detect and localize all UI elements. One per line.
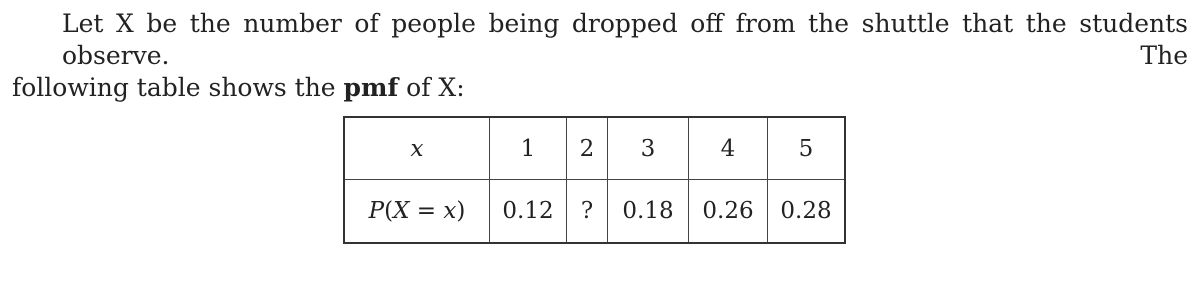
prob-symbol: P: [368, 198, 385, 224]
table-row-probability: [344, 180, 845, 244]
probability-cell: 0.26: [689, 180, 768, 244]
probability-cell: 0.12: [490, 180, 567, 244]
probability-cell-unknown: ?: [567, 180, 608, 244]
problem-text: [12, 8, 1188, 104]
prob-open-paren: (: [384, 198, 394, 224]
prob-random-variable: X: [393, 198, 410, 224]
x-value-cell: 5: [768, 117, 846, 180]
row-header-x: x: [344, 117, 490, 180]
x-value-cell: 3: [608, 117, 689, 180]
table-row-x: [344, 117, 845, 180]
prob-equals: =: [409, 198, 444, 224]
problem-text-line-2-end: of X:: [398, 73, 465, 102]
row-header-probability: [344, 180, 490, 244]
x-value-cell: 1: [490, 117, 567, 180]
pmf-table: [343, 116, 846, 244]
probability-cell: 0.28: [768, 180, 846, 244]
pmf-term: pmf: [343, 73, 399, 102]
x-value-cell: 4: [689, 117, 768, 180]
probability-cell: 0.18: [608, 180, 689, 244]
prob-value-variable: x: [443, 198, 457, 224]
x-value-cell: 2: [567, 117, 608, 180]
problem-text-line-2: [12, 72, 1188, 104]
problem-text-line-2-start: following table shows the: [12, 73, 344, 102]
problem-text-line-1: Let X be the number of people being dropped off from the shuttle that the students observe. The: [62, 9, 1188, 70]
prob-close-paren: ): [456, 198, 466, 224]
